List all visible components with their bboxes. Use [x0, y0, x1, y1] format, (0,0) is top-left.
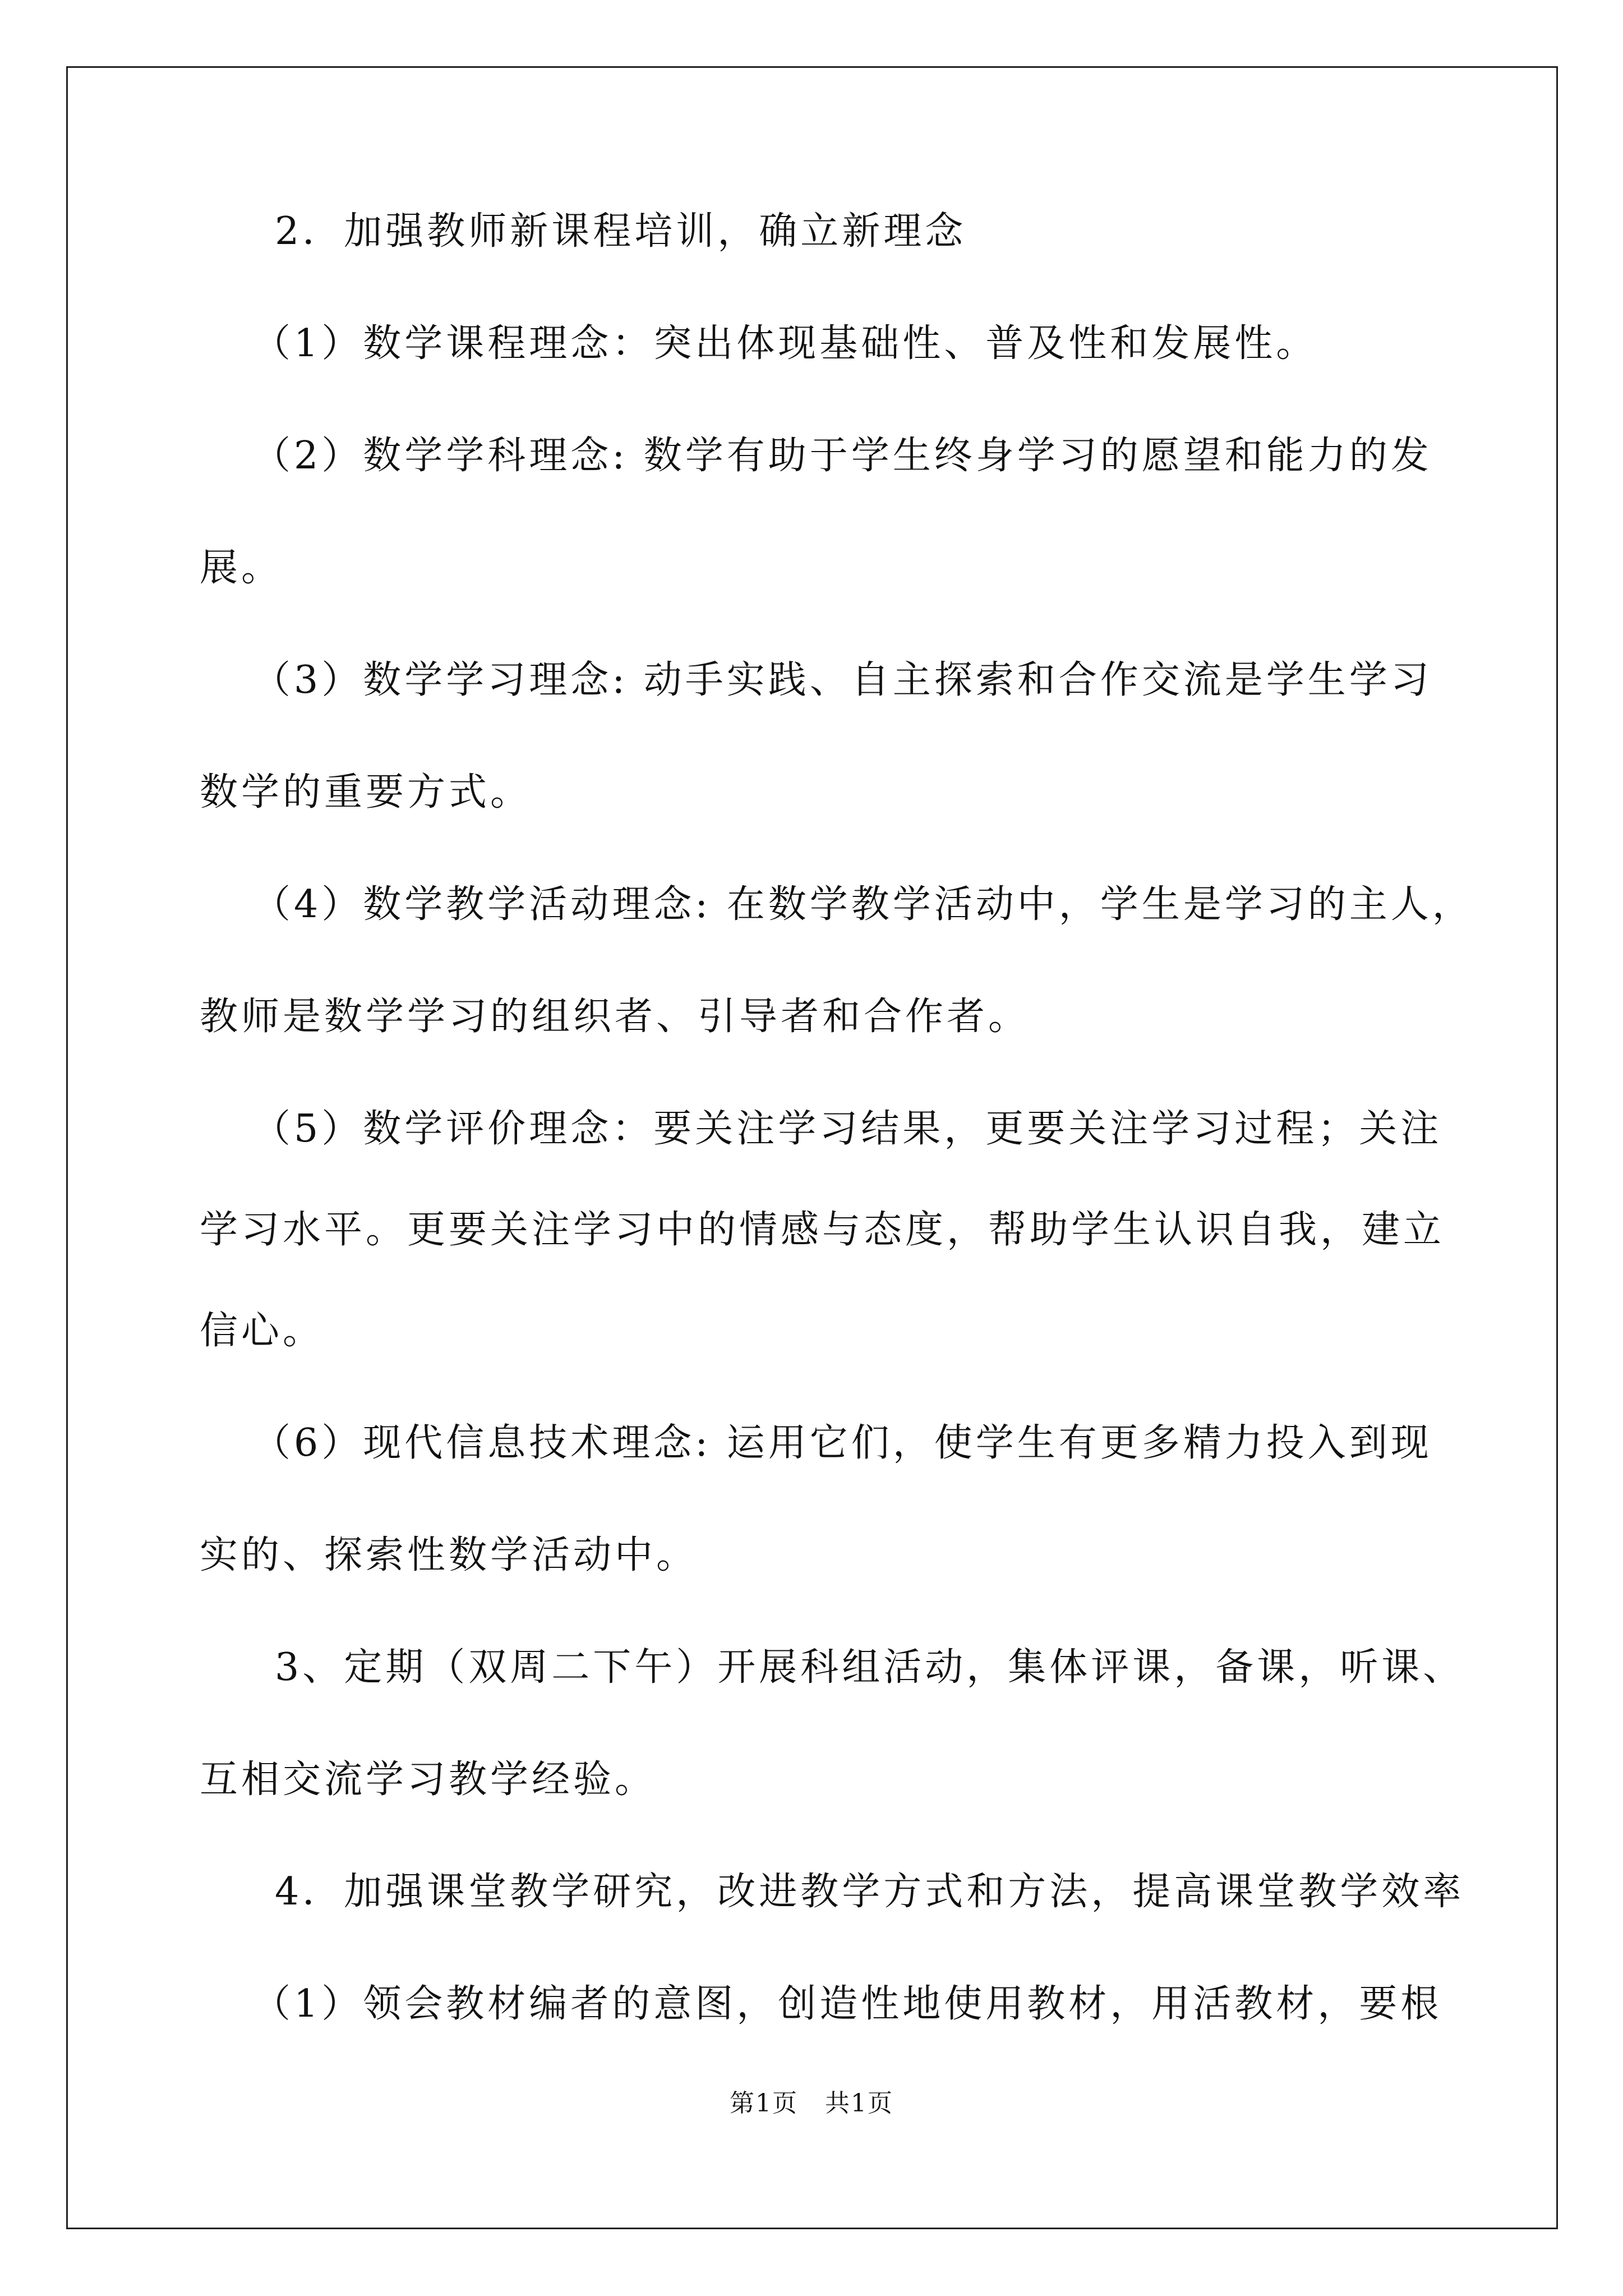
page-number-footer: 第1页 共1页 — [730, 2089, 893, 2118]
body-line-10: 学习水平。更要关注学习中的情感与态度，帮助学生认识自我，建立 — [200, 1208, 1445, 1252]
body-line-1: 2．加强教师新课程培训，确立新理念 — [275, 209, 967, 254]
body-line-17: （1）领会教材编者的意图，创造性地使用教材，用活教材，要根 — [252, 1982, 1442, 2026]
body-line-8: 教师是数学学习的组织者、引导者和合作者。 — [200, 995, 1030, 1039]
body-line-7: （4）数学教学活动理念: 在数学教学活动中，学生是学习的主人， — [252, 882, 1474, 927]
body-line-6: 数学的重要方式。 — [200, 770, 532, 815]
body-line-12: （6）现代信息技术理念: 运用它们，使学生有更多精力投入到现 — [252, 1421, 1432, 1465]
body-line-14: 3、定期（双周二下午）开展科组活动，集体评课，备课，听课、 — [275, 1645, 1465, 1690]
body-line-16: 4．加强课堂教学研究，改进教学方式和方法，提高课堂教学效率 — [275, 1870, 1465, 1914]
body-line-15: 互相交流学习教学经验。 — [200, 1757, 657, 1802]
body-line-9: （5）数学评价理念：要关注学习结果，更要关注学习过程；关注 — [252, 1107, 1442, 1151]
body-line-4: 展。 — [200, 546, 283, 590]
body-line-11: 信心。 — [200, 1309, 325, 1353]
body-line-2: （1）数学课程理念：突出体现基础性、普及性和发展性。 — [252, 321, 1318, 366]
body-line-5: （3）数学学习理念: 动手实践、自主探索和合作交流是学生学习 — [252, 658, 1432, 702]
body-line-3: （2）数学学科理念: 数学有助于学生终身学习的愿望和能力的发 — [252, 434, 1432, 478]
body-line-13: 实的、探索性数学活动中。 — [200, 1533, 698, 1577]
